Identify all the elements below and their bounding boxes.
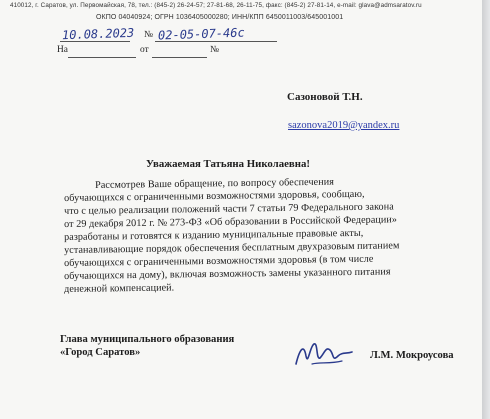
recipient-name: Сазоновой Т.Н. xyxy=(287,91,363,103)
body-line-5: разработаны и готовятся к изданию муниципальные правовые акты, xyxy=(64,227,364,243)
registration-date: 10.08.2023 xyxy=(61,25,135,43)
letterhead-address: 410012, г. Саратов, ул. Первомайская, 78, тел.: (845-2) 26-24-57; 27-81-68, 26-11-75, факс: (845-2) 27-81-14, e-mail: glava@admsaratov.ru xyxy=(10,2,422,9)
recipient-email-link[interactable]: sazonova2019@yandex.ru xyxy=(288,120,400,131)
on-label: На xyxy=(57,45,68,55)
signer-name: Л.М. Мокроусова xyxy=(370,350,454,361)
body-line-1: Рассмотрев Ваше обращение, по вопросу обеспечения xyxy=(95,176,335,191)
registration-number: 02-05-07-46с xyxy=(157,25,245,43)
from-number-sign: № xyxy=(210,45,219,55)
body-line-7: обучающихся с ограниченными возможностями здоровья (в том числе xyxy=(64,253,374,269)
page-edge-shadow xyxy=(482,0,490,419)
body-line-8: обучающихся на дому), включая возможность замены указанного питания xyxy=(64,266,391,282)
signatory-title-line-2: «Город Саратов» xyxy=(60,347,141,358)
registration-number-sign: № xyxy=(144,30,153,40)
letterhead-registry: ОКПО 04040924; ОГРН 1036405000280; ИНН/КПП 6450011003/645001001 xyxy=(96,14,344,21)
signatory-title-line-1: Глава муниципального образования xyxy=(60,334,235,345)
from-label: от xyxy=(140,45,149,55)
salutation: Уважаемая Татьяна Николаевна! xyxy=(146,158,310,170)
from-underline xyxy=(152,56,207,58)
body-line-3: что с целью реализации положений части 7 статьи 79 Федерального закона xyxy=(64,201,394,217)
body-line-9: денежной компенсацией. xyxy=(64,282,175,295)
handwritten-signature xyxy=(290,334,360,374)
body-line-6: устанавливающие порядок обеспечения бесплатным двухразовым питанием xyxy=(64,240,400,256)
body-line-2: обучающихся с ограниченными возможностями здоровья, сообщаю, xyxy=(64,188,365,204)
body-line-4: от 29 декабря 2012 г. № 273-ФЗ «Об образовании в Российской Федерации» xyxy=(64,214,398,230)
on-underline xyxy=(68,56,136,58)
